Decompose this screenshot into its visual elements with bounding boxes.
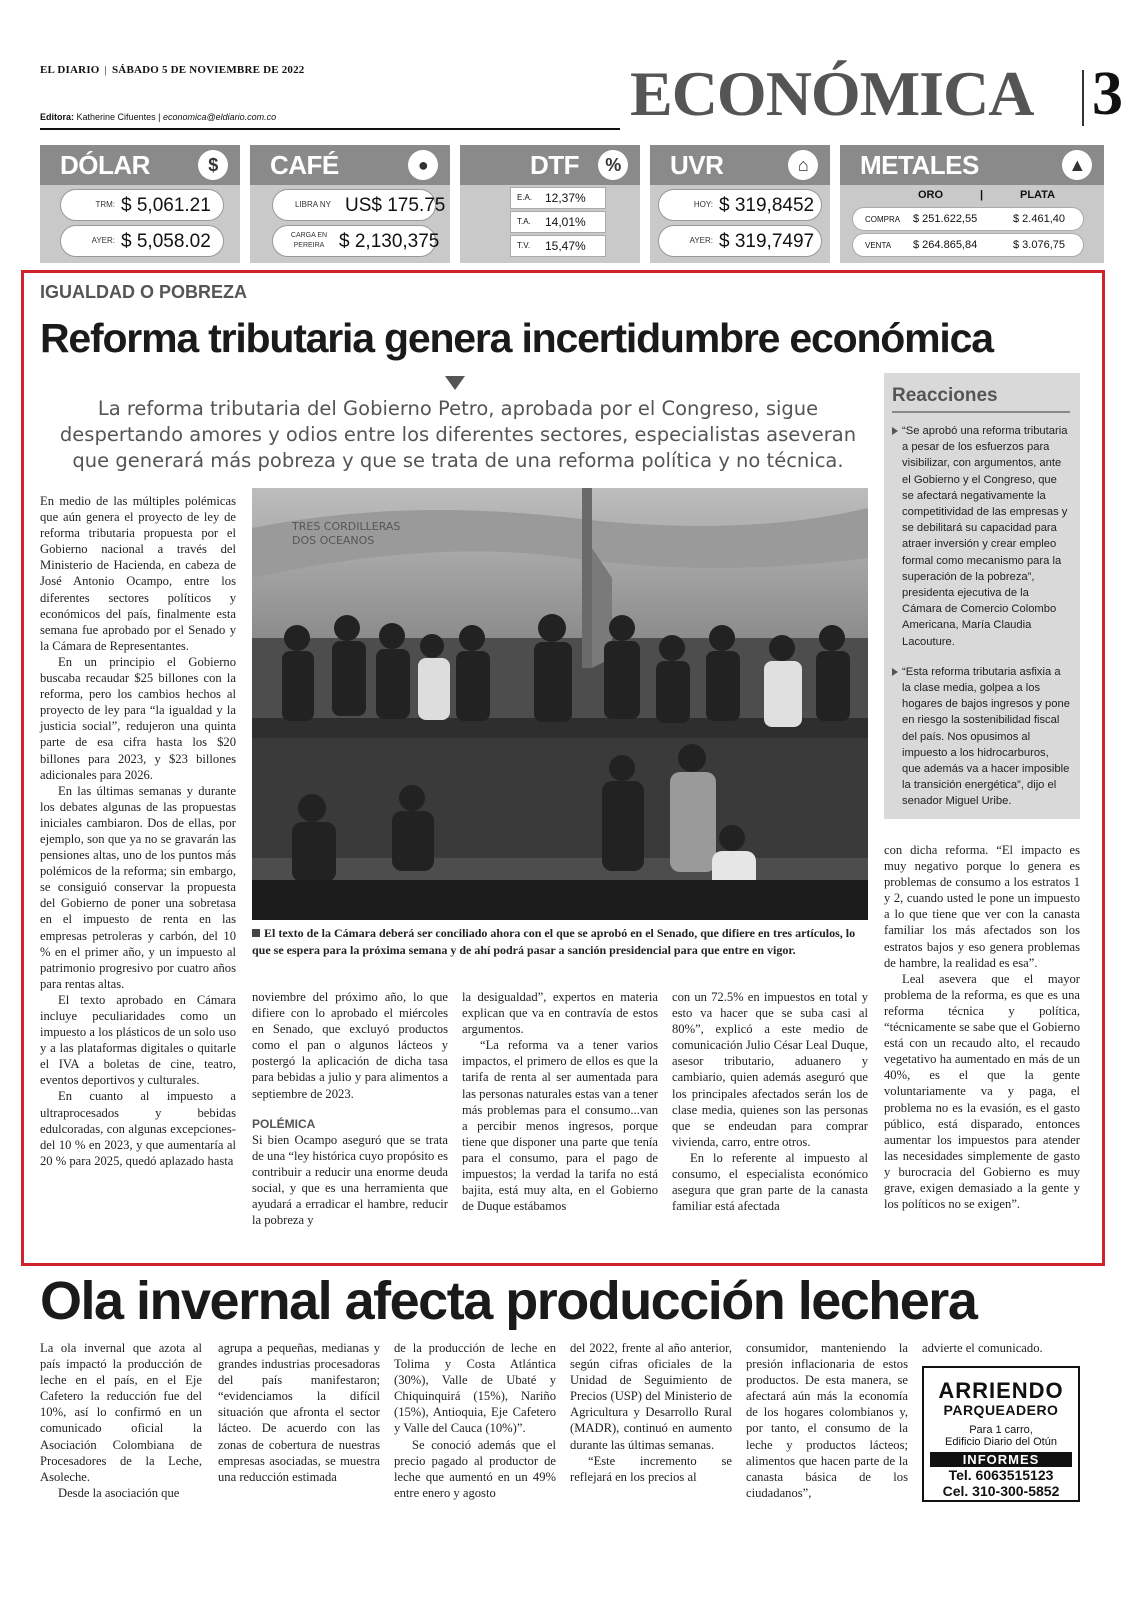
dolar-row-label: AYER: — [91, 236, 115, 245]
article2-column-2 — [218, 1340, 380, 1485]
paragraph: del 2022, frente al año anterior, según cifras oficiales de la Unidad de Seguimiento de Precios (USP) del Ministerio de Agricultura y Desarrollo Rural (MADR), continuó en aumento durante las últimas semanas. — [570, 1341, 732, 1452]
dolar-row-label: TRM: — [95, 200, 115, 209]
ingots-icon: ▲ — [1062, 150, 1092, 180]
metales-row — [852, 207, 1084, 231]
uvr-row-label: AYER: — [689, 236, 713, 245]
paragraph: En cuanto al impuesto a ultraprocesados y bebidas edulcoradas, con algunas excepciones- del 10 % en 2023, y que aumentaría al 20 % para 2025, quedó aplazado hasta — [40, 1089, 236, 1168]
paragraph: En un principio el Gobierno buscaba recaudar $25 billones con la reforma, pero los cambios hechos al proyecto de ley para “la igualdad y la justicia social”, redujeron una quinta parte de esa cifra hasta los $20 billones para 2023, y $23 billones adicionales para 2026. — [40, 654, 236, 782]
uvr-title: UVR — [670, 150, 724, 180]
editor-name: Katherine Cifuentes — [76, 112, 156, 122]
editor-label: Editora: — [40, 112, 75, 122]
dtf-row — [510, 211, 606, 233]
dolar-header — [40, 145, 240, 185]
article2-column-4 — [570, 1340, 732, 1485]
ad-detail: Para 1 carro, — [969, 1424, 1033, 1436]
paragraph: agrupa a pequeñas, medianas y grandes industrias procesadoras del país manifestaron; “evidenciamos la difícil situación que afronta el sector lácteo. De acuerdo con las zonas de cobertura de nuestras empresas asociadas, se muestra una reducción estimada — [218, 1341, 380, 1484]
dtf-row-value: 15,47% — [545, 239, 586, 253]
metales-header — [840, 145, 1104, 185]
paragraph: con un 72.5% en impuestos en total y esto va hacer que se suba casi al 80%”, explicó a este medio de comunicación Julio César Leal Duque, asesor tributario, aduanero y cambiario, quien además aseguró que los principales afectados serán los de clase media, quienes son las personas que se endeudan para comprar vivienda, carro, entre otros. — [672, 990, 868, 1149]
article2-column-3 — [394, 1340, 556, 1501]
paragraph: consumidor, manteniendo la presión inflacionaria de estos productos. De esta manera, se afectará aún más la economía de los hogares colombianos y, por tanto, el consumo de la leche y productos lácteos; alimentos que hacen parte de la canasta básica de los ciudadanos”, — [746, 1341, 908, 1500]
article2-column-6 — [922, 1340, 1084, 1356]
dolar-row-value: $ 5,058.02 — [121, 231, 211, 252]
metales-box — [840, 145, 1104, 263]
paper-name: EL DIARIO — [40, 64, 100, 76]
editor-email: economica@eldiario.com.co — [162, 112, 277, 122]
dtf-title: DTF — [530, 150, 580, 180]
house-icon: ⌂ — [788, 150, 818, 180]
article-column-4 — [672, 989, 868, 1214]
metales-row-label: COMPRA — [865, 215, 901, 224]
masthead-divider — [1082, 70, 1084, 126]
metales-row — [852, 233, 1084, 257]
oro-value: $ 251.622,55 — [913, 213, 978, 225]
reactions-sidebar — [884, 373, 1080, 819]
dolar-row — [60, 225, 224, 257]
indicators-bar — [40, 145, 1104, 263]
oro-header: ORO — [918, 189, 944, 201]
cafe-row-label: CARGA EN PEREIRA — [290, 232, 328, 249]
dolar-box — [40, 145, 240, 263]
uvr-row — [658, 189, 822, 221]
article-deck: La reforma tributaria del Gobierno Petro, aprobada por el Congreso, sigue despertando amores y odios entre los diferentes sectores, especialistas aseveran que generará más pobreza y que se trata de una reforma política y no técnica. — [59, 397, 857, 472]
dtf-row-label: E.A. — [517, 193, 533, 202]
ad-phone: Tel. 6063515123 — [948, 1467, 1054, 1483]
article-column-5 — [884, 842, 1080, 1212]
triangle-right-icon — [892, 668, 898, 676]
dolar-row-value: $ 5,061.21 — [121, 195, 211, 216]
uvr-row-value: $ 319,7497 — [719, 231, 815, 252]
paragraph: la desigualdad”, expertos en materia explican que va en contravía de estos argumentos. — [462, 990, 658, 1037]
article-column-2 — [252, 989, 448, 1228]
sidebar-quote-text: “Se aprobó una reforma tributaria a pesar de los esfuerzos para visibilizar, con argumentos, ante el Gobierno y el Congreso, que se afectará negativamente la competitividad de las empresas y se debilitará su capacidad para atraer inversión y crear empleo formal como mecanismo para la superación de la pobreza”, presidenta ejecutiva de la Cámara de Comercio Colombo Americana, María Claudia Lacouture. — [902, 425, 1068, 648]
ad-detail: Edificio Diario del Otún — [945, 1436, 1057, 1448]
dolar-row — [60, 189, 224, 221]
cafe-header — [250, 145, 450, 185]
paragraph: En las últimas semanas y durante los debates algunas de las propuestas iniciales cambiaron. Dos de ellas, por ejemplo, son que ya no se gravarán las pensiones altas, uno de los puntos más polémicos de la reforma; sin embargo, se consiguió conservar la propuesta del Gobierno de poner una sobretasa en el impuesto de renta en las empresas petroleras y carbón, del 10 % en el primer año, y un impuesto al patrimonio progresivo por cuatro años para rentas altas. — [40, 783, 236, 991]
sidebar-quote-text: “Esta reforma tributaria asfixia a la clase media, golpea a los hogares de bajos ingresos y pone en riesgo la sostenibilidad fiscal del país. Nos opusimos al impuesto a los hidrocarburos, que además va a hacer imposible la transición energética”, dijo el senador Miguel Uribe. — [902, 665, 1070, 808]
masthead — [40, 58, 1123, 140]
paragraph: advierte el comunicado. — [922, 1341, 1043, 1355]
page-number: 3 — [1092, 60, 1123, 128]
triangle-right-icon — [892, 427, 898, 435]
separator: | — [104, 64, 107, 76]
uvr-header — [650, 145, 830, 185]
metales-row-label: VENTA — [865, 241, 892, 250]
cafe-box — [250, 145, 450, 263]
article2-column-5 — [746, 1340, 908, 1501]
square-bullet-icon — [252, 929, 260, 937]
percent-icon: % — [598, 150, 628, 180]
ad-subtitle: PARQUEADERO — [943, 1402, 1059, 1418]
plata-value: $ 3.076,75 — [1013, 239, 1065, 251]
plata-value: $ 2.461,40 — [1013, 213, 1065, 225]
paragraph: En lo referente al impuesto al consumo, el especialista económico asegura que gran parte de la canasta familiar está afectada — [672, 1150, 868, 1214]
paragraph: Se conoció además que el precio pagado al productor de leche que aumentó en un 49% entre enero y agosto — [394, 1437, 556, 1500]
paragraph: Si bien Ocampo aseguró que se trata de una “ley histórica cuyo propósito es contribuir a reducir una enorme deuda social, y que es una herramienta que ayudará a erradicar el hambre, reducir la pobreza y — [252, 1132, 448, 1228]
cafe-row-label: LIBRA NY — [294, 200, 331, 209]
paragraph: noviembre del próximo año, lo que difiere con lo aprobado el miércoles en Senado, que excluyó productos como el pan o algunos lácteos y postergó la aplicación de dicha tasa para bebidas a julio y para alimentos a septiembre de 2023. — [252, 990, 448, 1101]
coffee-bean-icon: ● — [408, 150, 438, 180]
article-column-3 — [462, 989, 658, 1214]
cafe-row-value: $ 2,130,375 — [339, 231, 440, 252]
dtf-row-value: 12,37% — [545, 191, 586, 205]
dtf-box — [460, 145, 640, 263]
dolar-title: DÓLAR — [60, 150, 150, 180]
dtf-row-value: 14,01% — [545, 215, 586, 229]
section-title: ECONÓMICA — [630, 58, 1034, 129]
mural-text: TRES CORDILLERAS — [292, 520, 401, 533]
cafe-row — [272, 189, 446, 221]
editor-line: Editora: Katherine Cifuentes | economica@eldiario.com.co — [40, 112, 277, 122]
photo-caption — [252, 925, 868, 959]
dtf-header — [460, 145, 640, 185]
sidebar-quote — [892, 423, 1070, 650]
uvr-row — [658, 225, 822, 257]
mural-text: DOS OCEANOS — [292, 534, 375, 547]
article-kicker: IGUALDAD O POBREZA — [40, 282, 247, 302]
triangle-down-icon — [445, 376, 465, 390]
paragraph: En medio de las múltiples polémicas que aún genera el proyecto de ley de reforma tributaria propuesta por el Gobierno nacional a través del Ministerio de Hacienda, en cabeza de José Antonio Ocampo, entre los diferentes sectores políticos y económicos del país, finalmente esta semana fue aprobado por el Senado y la Cámara de Representantes. — [40, 494, 236, 653]
caption-text: El texto de la Cámara deberá ser conciliado ahora con el que se aprobó en el Senado, que difiere en tres artículos, lo que se espera para la próxima semana y de ahí podrá pasar a sanción presidencial para que entre en vigor. — [252, 926, 856, 957]
sidebar-quote — [892, 664, 1070, 810]
dtf-row-label: T.V. — [517, 241, 531, 250]
ad-mobile: Cel. 310-300-5852 — [942, 1483, 1060, 1499]
metales-title: METALES — [860, 150, 979, 180]
uvr-row-value: $ 319,8452 — [719, 195, 815, 216]
issue-date: SÁBADO 5 DE NOVIEMBRE DE 2022 — [111, 64, 305, 76]
congress-photo — [252, 488, 868, 920]
sidebar-title: Reacciones — [892, 385, 1070, 413]
masthead-dateline — [40, 64, 305, 76]
dtf-row-label: T.A. — [517, 217, 531, 226]
article-headline: Reforma tributaria genera incertidumbre económica — [40, 315, 993, 361]
paragraph: El texto aprobado en Cámara incluye peculiaridades como un impuesto a los plásticos de un solo uso y a las plataformas digitales o quitarle el IVA a boletas de cine, teatro, eventos deportivos y culturales. — [40, 992, 236, 1088]
dollar-arrow-icon: $ — [198, 150, 228, 180]
photo-illustration — [252, 488, 868, 920]
cafe-row — [272, 225, 440, 257]
cafe-row-value: US$ 175.75 — [345, 195, 446, 216]
paragraph: Leal asevera que el mayor problema de la reforma, es que es una reforma técnica y política, “técnicamente se sabe que el Gobierno está con un recaudo alto, el recaudo vegetativo ha aumentado en más de un 40%, es el que la gente voluntariamente va y paga, el problema no es la evasión, es el gasto público, está disparado, entonces aumentar los impuestos para atender las necesidades simplemente de gasto y burocracia del Gobierno es muy grave, exigen demasiado a la gente y los políticos no se exigen”. — [884, 971, 1080, 1212]
uvr-box — [650, 145, 830, 263]
dtf-row — [510, 187, 606, 209]
article-column-1 — [40, 493, 236, 1169]
ad-title: ARRIENDO — [938, 1378, 1064, 1403]
uvr-row-label: HOY: — [693, 200, 713, 209]
article2-column-1 — [40, 1340, 202, 1501]
cafe-title: CAFÉ — [270, 150, 339, 180]
article2-headline: Ola invernal afecta producción lechera — [40, 1271, 977, 1331]
subhead: POLÉMICA — [252, 1116, 316, 1131]
dtf-row — [510, 235, 606, 257]
paragraph: Desde la asociación que — [58, 1485, 180, 1500]
paragraph: La ola invernal que azota al país impactó la producción de leche en el país, en el Eje Cafetero la reducción fue del 10%, así lo confirmó en un comunicado oficial la Asociación Colombiana de Procesadores de la Leche, Asoleche. — [40, 1341, 202, 1484]
masthead-rule — [40, 128, 620, 130]
paragraph: de la producción de leche en Tolima y Costa Atlántica (30%), Valle de Ubaté y Chiquinquirá (15%), Nariño (15%), Antioquia, Eje Cafetero y Valle del Cauca (10%)”. — [394, 1341, 556, 1436]
classified-ad — [922, 1366, 1080, 1502]
oro-value: $ 264.865,84 — [913, 239, 978, 251]
paragraph: “Este incremento se reflejará en los precios al — [570, 1453, 732, 1484]
ad-info-banner: INFORMES — [930, 1452, 1072, 1467]
paragraph: con dicha reforma. “El impacto es muy negativo porque lo genera es problemas de consumo a los estratos 1 y 2, cuando usted le pone un impuesto a lo que tiene que ver con la canasta familiar los más afectados son los estratos bajos y eso genera problemas de hambre, la realidad es esa”. — [884, 843, 1080, 970]
paragraph: “La reforma va a tener varios impactos, el primero de ellos es que la tarifa de renta al ser aumentada para las personas naturales estas van a tener más problemas para el consumo...van a percibir menos ingresos, porque tiene que disponer una parte que tenía para el consumo, para el pago de impuestos; la verdad la tarifa no está bajita, está muy alta, en el Gobierno de Duque estábamos — [462, 1038, 658, 1214]
column-divider: | — [980, 189, 984, 201]
plata-header: PLATA — [1020, 189, 1056, 201]
